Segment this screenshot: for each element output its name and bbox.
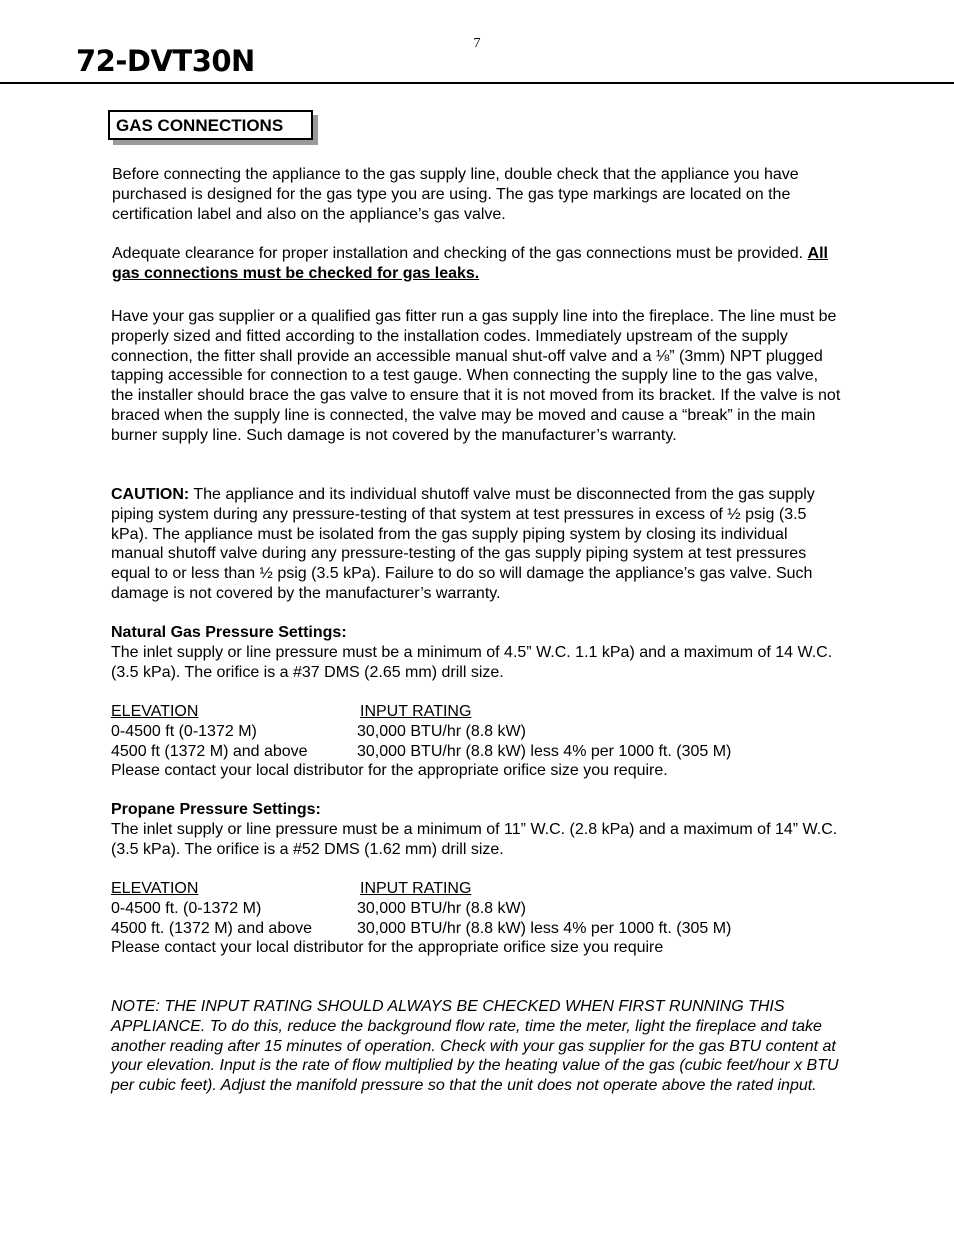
elevation-header: ELEVATION bbox=[111, 703, 199, 720]
caution-paragraph bbox=[111, 485, 841, 604]
note-text: NOTE: THE INPUT RATING SHOULD ALWAYS BE CHECKED WHEN FIRST RUNNING THIS APPLIANCE. To do this, reduce the background flow rate, time the meter, light the fireplace and take another reading after 15 minutes of operation. Check with your gas supplier for the gas BTU content at your elevation. Input is the rate of flow multiplied by the heating value of the gas (cubic feet/hour x BTU per cubic feet). Adjust the manifold pressure so that the unit does not operate above the rated input. bbox=[111, 998, 839, 1095]
caution-label: CAUTION: bbox=[111, 486, 190, 503]
rating-cell: 30,000 BTU/hr (8.8 kW) less 4% per 1000 ft. (305 M) bbox=[357, 742, 732, 760]
rating-cell: 30,000 BTU/hr (8.8 kW) bbox=[357, 722, 526, 740]
elevation-cell: 4500 ft (1372 M) and above bbox=[111, 742, 308, 760]
propane-contact: Please contact your local distributor for the appropriate orifice size you require bbox=[111, 939, 664, 957]
propane-heading: Propane Pressure Settings: bbox=[111, 801, 321, 818]
intro-paragraph-2 bbox=[112, 244, 840, 284]
propane-text: The inlet supply or line pressure must be a minimum of 11” W.C. (2.8 kPa) and a maximum of 14” W.C. (3.5 kPa). The orifice is a #52 DMS (1.62 mm) drill size. bbox=[111, 820, 838, 858]
natural-gas-section bbox=[111, 623, 841, 682]
natural-gas-text: The inlet supply or line pressure must be a minimum of 4.5” W.C. 1.1 kPa) and a maximum of 14 W.C. (3.5 kPa). The orifice is a #37 DMS (2.65 mm) drill size. bbox=[111, 643, 833, 681]
rating-cell: 30,000 BTU/hr (8.8 kW) bbox=[357, 899, 526, 917]
natural-gas-heading: Natural Gas Pressure Settings: bbox=[111, 624, 347, 641]
note-paragraph bbox=[111, 997, 839, 1096]
supply-paragraph bbox=[111, 307, 841, 446]
supply-text: Have your gas supplier or a qualified gas fitter run a gas supply line into the fireplace. The line must be properly sized and fitted according to the installation codes. Immediately upstream of the supply connection, the fitter shall provide an accessible manual shut-off valve and a ⅛” (3mm) NPT plugged tapping accessible for connection to a test gauge. When connecting the supply line to the gas valve, the installer should brace the gas valve to ensure that it is not moved from its bracket. If the valve is not braced when the supply line is connected, the valve may be moved and cause a “break” in the main burner supply line. Such damage is not covered by the manufacturer’s warranty. bbox=[111, 308, 841, 444]
rating-header: INPUT RATING bbox=[360, 880, 472, 897]
elevation-cell: 4500 ft. (1372 M) and above bbox=[111, 919, 313, 937]
table-header-row bbox=[111, 879, 841, 899]
section-heading-box bbox=[108, 110, 313, 140]
caution-text: The appliance and its individual shutoff valve must be disconnected from the gas supply piping system during any pressure-testing of that system at test pressures in excess of ½ psig (3.5 kPa). The appliance must be isolated from the gas supply piping system by closing its individual manual shutoff valve during any pressure-testing of the gas supply piping system at test pressures equal to or less than ½ psig (3.5 kPa). Failure to do so will damage the appliance’s gas valve. Such damage is not covered by the manufacturer’s warranty. bbox=[111, 486, 815, 602]
table-header-row bbox=[111, 702, 841, 722]
intro-text-2: Adequate clearance for proper installation and checking of the gas connections must be provided. bbox=[112, 245, 808, 262]
header-rule bbox=[0, 82, 954, 84]
intro-paragraph-1 bbox=[112, 165, 840, 224]
elevation-cell: 0-4500 ft. (0-1372 M) bbox=[111, 899, 262, 917]
page-number: 7 bbox=[473, 36, 481, 51]
intro-text-1: Before connecting the appliance to the gas supply line, double check that the appliance you have purchased is designed for the gas type you are using. The gas type markings are located on the certification label and also on the appliance’s gas valve. bbox=[112, 166, 799, 223]
section-title: GAS CONNECTIONS bbox=[116, 116, 284, 135]
elevation-cell: 0-4500 ft (0-1372 M) bbox=[111, 722, 257, 740]
table-row bbox=[111, 919, 841, 939]
elevation-header: ELEVATION bbox=[111, 880, 199, 897]
model-title: 72-DVT30N bbox=[76, 44, 255, 78]
leak-check-warning: All gas connections must be checked for gas leaks. bbox=[112, 245, 828, 282]
propane-table bbox=[111, 879, 841, 958]
table-row bbox=[111, 722, 841, 742]
table-row bbox=[111, 742, 841, 762]
natural-gas-table bbox=[111, 702, 841, 781]
rating-cell: 30,000 BTU/hr (8.8 kW) less 4% per 1000 ft. (305 M) bbox=[357, 919, 732, 937]
table-row bbox=[111, 899, 841, 919]
propane-section bbox=[111, 800, 851, 859]
rating-header: INPUT RATING bbox=[360, 703, 472, 720]
natural-gas-contact: Please contact your local distributor for the appropriate orifice size you require. bbox=[111, 762, 668, 780]
